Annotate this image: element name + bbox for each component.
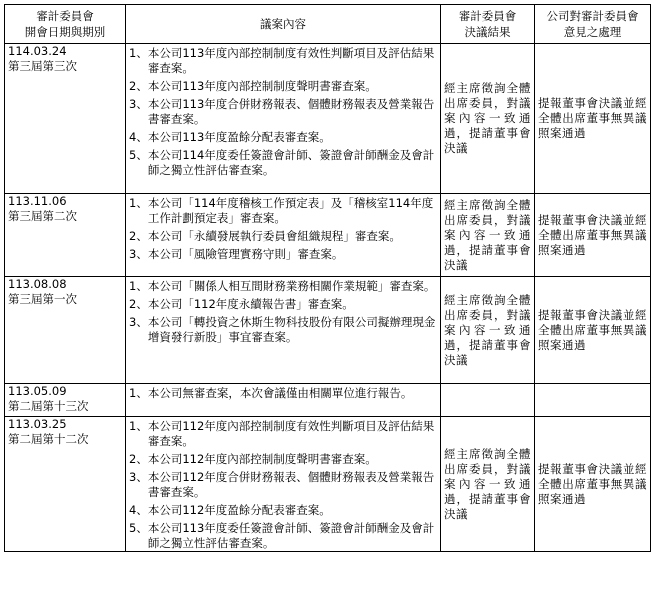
header-agenda <box>126 5 441 44</box>
agenda-item <box>129 470 437 500</box>
company-response-cell: 提報董事會決議並經全體出席董事無異議照案通過 <box>535 417 651 552</box>
agenda-cell <box>126 417 441 552</box>
header-result-line-1: 審計委員會 <box>458 9 517 23</box>
agenda-item <box>129 247 437 262</box>
agenda-item-number: 1、 <box>129 196 148 210</box>
agenda-item-text: 本公司112年度內部控制制度聲明書審查案。 <box>147 452 377 466</box>
committee-result-cell: 經主席徵詢全體出席委員，對議案內容一致通過，提請董事會決議 <box>441 44 535 194</box>
agenda-item-number: 3、 <box>129 247 148 261</box>
agenda-item-text: 本公司「114年度稽核工作預定表」及「稽核室114年度工作計劃預定表」審查案。 <box>147 196 434 225</box>
company-response-cell: 提報董事會決議並經全體出席董事無異議照案通過 <box>535 44 651 194</box>
agenda-item-number: 2、 <box>129 79 148 93</box>
header-meeting-line-2: 開會日期與期別 <box>24 25 106 39</box>
meeting-date: 114.03.24 <box>8 44 67 58</box>
header-company-response <box>535 5 651 44</box>
agenda-item-text: 本公司「關係人相互間財務業務相關作業規範」審查案。 <box>147 279 436 293</box>
agenda-item-text: 本公司「轉投資之休斯生物科技股份有限公司擬辦理現金增資發行新股」事宜審查案。 <box>147 315 436 344</box>
agenda-item-text: 本公司112年度盈餘分配表審查案。 <box>147 503 331 517</box>
agenda-item <box>129 279 437 294</box>
agenda-item-text: 本公司113年度內部控制制度聲明書審查案。 <box>147 79 377 93</box>
meeting-session: 第三屆第一次 <box>8 292 77 306</box>
agenda-item-number: 5、 <box>129 521 148 535</box>
agenda-item-number: 3、 <box>129 315 148 329</box>
meeting-session: 第三屆第二次 <box>8 209 77 223</box>
agenda-item-text: 本公司無審查案，本次會議僅由相關單位進行報告。 <box>147 386 413 400</box>
agenda-item-number: 2、 <box>129 452 148 466</box>
agenda-item-number: 1、 <box>129 419 148 433</box>
agenda-item-number: 3、 <box>129 470 148 484</box>
agenda-item-number: 4、 <box>129 130 148 144</box>
header-meeting-line-1: 審計委員會 <box>36 9 94 23</box>
meeting-date: 113.05.09 <box>8 384 67 398</box>
agenda-item <box>129 386 437 401</box>
agenda-item-number: 1、 <box>129 279 148 293</box>
agenda-item-text: 本公司112年度內部控制制度有效性判斷項目及評估結果審查案。 <box>147 419 435 448</box>
committee-result-cell <box>441 384 535 417</box>
agenda-item-text: 本公司114年度委任簽證會計師、簽證會計師酬金及會計師之獨立性評估審查案。 <box>147 148 435 177</box>
agenda-item-text: 本公司113年度合併財務報表、個體財務報表及營業報告書審查案。 <box>147 97 435 126</box>
agenda-item <box>129 297 437 312</box>
agenda-item <box>129 97 437 127</box>
agenda-item-number: 4、 <box>129 503 148 517</box>
agenda-item-number: 1、 <box>129 46 148 60</box>
meeting-date-session-cell <box>5 277 126 384</box>
agenda-cell <box>126 44 441 194</box>
agenda-item-text: 本公司「永續發展執行委員會組織規程」審查案。 <box>147 229 401 243</box>
meeting-session: 第二屆第十三次 <box>8 399 89 413</box>
agenda-item <box>129 315 437 345</box>
header-result-line-2: 決議結果 <box>464 25 511 39</box>
agenda-item <box>129 452 437 467</box>
agenda-item <box>129 46 437 76</box>
meeting-date-session-cell <box>5 384 126 417</box>
committee-result-cell: 經主席徵詢全體出席委員，對議案內容一致通過，提請董事會決議 <box>441 277 535 384</box>
header-result <box>441 5 535 44</box>
table-row <box>5 384 651 417</box>
agenda-item-text: 本公司「風險管理實務守則」審查案。 <box>147 247 344 261</box>
header-company-line-2: 意見之處理 <box>563 25 622 39</box>
agenda-item-text: 本公司113年度委任簽證會計師、簽證會計師酬金及會計師之獨立性評估審查案。 <box>147 521 435 550</box>
agenda-item <box>129 503 437 518</box>
agenda-item-number: 5、 <box>129 148 148 162</box>
agenda-item <box>129 196 437 226</box>
meeting-date-session-cell <box>5 417 126 552</box>
meeting-date: 113.03.25 <box>8 417 67 431</box>
agenda-item-text: 本公司113年度盈餘分配表審查案。 <box>147 130 331 144</box>
agenda-item-text: 本公司112年度合併財務報表、個體財務報表及營業報告書審查案。 <box>147 470 435 499</box>
company-response-cell: 提報董事會決議並經全體出席董事無異議照案通過 <box>535 194 651 277</box>
agenda-item-number: 1、 <box>129 386 148 400</box>
committee-result-cell: 經主席徵詢全體出席委員，對議案內容一致通過，提請董事會決議 <box>441 417 535 552</box>
audit-committee-table <box>4 4 651 552</box>
committee-result-cell: 經主席徵詢全體出席委員，對議案內容一致通過，提請董事會決議 <box>441 194 535 277</box>
meeting-date: 113.11.06 <box>8 194 67 208</box>
header-agenda-label: 議案內容 <box>260 17 306 31</box>
agenda-cell <box>126 384 441 417</box>
agenda-item <box>129 229 437 244</box>
agenda-cell <box>126 194 441 277</box>
agenda-item <box>129 79 437 94</box>
company-response-cell <box>535 384 651 417</box>
meeting-session: 第二屆第十二次 <box>8 432 89 446</box>
agenda-item-text: 本公司「112年度永續報告書」審查案。 <box>147 297 354 311</box>
meeting-date-session-cell <box>5 194 126 277</box>
table-body <box>5 44 651 552</box>
agenda-item-text: 本公司113年度內部控制制度有效性判斷項目及評估結果審查案。 <box>147 46 435 75</box>
table-row <box>5 194 651 277</box>
header-meeting <box>5 5 126 44</box>
agenda-cell <box>126 277 441 384</box>
header-row <box>5 5 651 44</box>
meeting-date: 113.08.08 <box>8 277 67 291</box>
table-row <box>5 44 651 194</box>
meeting-session: 第三屆第三次 <box>8 59 77 73</box>
agenda-item <box>129 130 437 145</box>
table-row <box>5 417 651 552</box>
company-response-cell: 提報董事會決議並經全體出席董事無異議照案通過 <box>535 277 651 384</box>
agenda-item-number: 2、 <box>129 229 148 243</box>
agenda-item <box>129 148 437 178</box>
table-row <box>5 277 651 384</box>
agenda-item <box>129 419 437 449</box>
agenda-item-number: 3、 <box>129 97 148 111</box>
header-company-line-1: 公司對審計委員會 <box>546 9 639 23</box>
meeting-date-session-cell <box>5 44 126 194</box>
agenda-item-number: 2、 <box>129 297 148 311</box>
agenda-item <box>129 521 437 551</box>
